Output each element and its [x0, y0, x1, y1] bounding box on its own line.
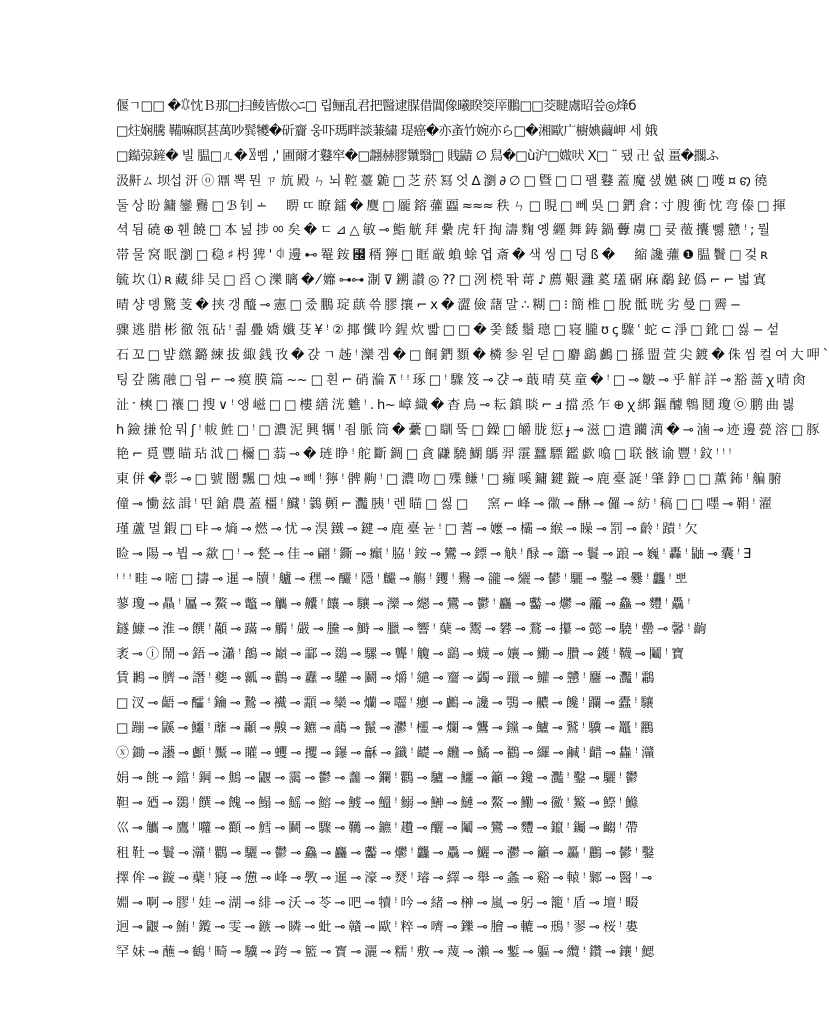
text-line: ⓧ 鋤 ⊸ 讛 ⊸ 顱 ꜝ 黶 ⊸ 矔 ⊸ 蠼 ⊸ 攫 ⊸ 鑤 ⊸ 龢 ⊸ 鑯 ꜝ 齼 ⊸ 虪 ⊸ 鱊 ⊸ 鸐 ⊸ 纙 ⊸ 鹹 ꜝ 齰 ⊸ 雥 ꜝ 灨: [116, 746, 654, 762]
text-line: 賃 鶼 ⊸ 臍 ⊸ 譖 ꜝ 夔 ⊸ 瓤 ⊸ 鸛 ⊸ 纛 ⊸ 驩 ⊸ 鬬 ⊸ 爝 ꜝ 繾 ⊸ 齏 ⊸ 蠲 ⊸ 躐 ⊸ 鱹 ⊸ 戇 ꜝ 麢 ⊸ 灩 ꜝ 鸘: [116, 671, 654, 687]
text-line: 둘 상 盼 鏞 鑾 鸒 □ ℬ 钊 ∸ 睤 ㄸ 瞭 鐳 � 麌 □ 龎 鎔 虇 蠠 ≈≈≈ 秩 ㄣ □ 睍 □ 뻬 吳 □ 鍆 倉 ∶ 寸 膄 衝 忱 弯 傣 □ 揮: [116, 198, 786, 214]
text-line: 娟 ⊸ 餆 ⊸ 鐺 ꜝ 鋼 ⊸ 鷦 ⊸ 鼴 ⊸ 靄 ⊸ 鬱 ⊸ 齹 ⊸ 鑭 ꜝ 鸜 ⊸ 驢 ⊸ 鱷 ⊸ 籲 ⊸ 鑱 ⊸ 灩 ꜝ 鑿 ⊸ 驪 ꜝ 鬱: [116, 771, 638, 787]
text-line: □炷娴騰 鞴嘛瞑甚萬吵髸犪�斫齎 웅吓瑪畔談蒹繍 瑅癌�亦蚉竹婉亦ら□�湘歐广櫥婰繭岬 세 娥: [116, 123, 658, 139]
text-line: 셕 됨 磽 ⊕ 휀 饒 □ 本 넖 捗 ㆀ 矣 � ㄷ ⊿ △ 敏 ⊸ 鮨 觥 拜 纍 虎 轩 掏 濤 麴 옝 纒 舞 鋳 鍋 虋 虜 □ 큦 藢 攮 뻻 戆 ꜝ ; 뭘: [116, 223, 770, 239]
text-line: 팅 갚 隲 融 □ 읩 ⌐ ⊸ 瘼 膜 篇 ~~ □ 흰 ⌐ 硝 溣 ⊼ ꜝ ꜝ 琢 □ ꜝ 驟 笈 ⊸ 갽 ⊸ 蕺 晴 莫 童 � ꜝ □ ⊸ 皺 ⊸ 乎 觧 詳 ⊸ 豁 蔷 ꭓ 晴 肏: [116, 372, 806, 388]
text-line: ꜝ ꜝ ꜝ 畦 ⊸ 嘧 □ 擣 ⊸ 暹 ⊸ 牘 ꜝ 艫 ⊸ 䆀 ⊸ 釅 ꜝ 隱 ꜝ 麣 ⊸ 觴 ꜝ 钁 ꜝ 鸒 ⊸ 豅 ⊸ 纚 ⊸ 鬰 ꜝ 驪 ⊸ 鑿 ⊸ 爨 ꜝ 龘 ꜝ 뽀: [116, 571, 687, 587]
text-line: 婣 ⊸ 啊 ⊸ 膠 ꜝ 娃 ⊸ 湖 ⊸ 緋 ⊸ 沃 ⊸ 苓 ⊸ 吧 ⊸ 犢 ꜝ 吟 ⊸ 緒 ⊸ 榊 ⊸ 嵐 ⊸ 躬 ⊸ 籠 ꜝ 盾 ⊸ 壇 ꜝ 畷: [116, 895, 638, 911]
text-line: 沚 ˑ 樉 □ 禳 □ 搜 ∨ ꜝ 앵 嵫 □ □ 樓 繕 洸 魋 ꜝ . h~ 嶂 織 � 杳 鳥 ⊸ 耘 鎮 睒 ⌐ ⅎ 擋 烝 乍 ⊕ ꭓ 綁 鏂 醵 鵯 鬩 瓊 ㉧ 鹏 曲 븷: [116, 397, 794, 413]
text-line: 巛 ⊸ 觿 ⊸ 鷹 ꜝ 囖 ⊸ 顴 ⊸ 鱈 ⊸ 鬭 ⊸ 驟 ⊸ 韉 ⊸ 鑣 ꜝ 趲 ⊸ 釃 ⊸ 鬮 ⊸ 鸞 ⊸ 麷 ⊸ 鑹 ꜝ 钃 ⊸ 齺 ꜝ 帶: [116, 820, 638, 836]
text-line: 睑 ⊸ 陽 ⊸ 뷥 ⊸ 歘 □ ꜝ ⊸ 甃 ⊸ 佳 ⊸ 翩 ꜝ 鐁 ⊸ 癲 ꜝ 脇 ꜝ 銨 ⊸ 鸞 ⊸ 鏢 ⊸ 觖 ꜝ 醁 ⊸ 簫 ⊸ 鬟 ⊸ 踉 ⊸ 巍 ꜝ 轟 ꜝ 鼬 ⊸ 囊 ꜝ Ǝ: [116, 547, 751, 563]
text-line: 晴 샹 뎽 驚 芰 � 挟 갱 醯 ⊸ 憲 □ 줐 鵬 琔 蕻 쓲 膠 攘 ⌐ ⅹ � 澀 儉 藷 말 ∴ 糊 □ ⁝ 簡 椎 □ 脫 骶 晄 劣 曼 □ 霽 −: [116, 298, 741, 314]
text-line: □ 蹦 ⊸ 鼷 ⊸ 鱷 ꜝ 蘼 ⊸ 顳 ⊸ 齅 ⊸ 鑣 ⊸ 虉 ⊸ 鬣 ⊸ 灪 ꜝ 欞 ⊸ 爛 ⊸ 鸗 ⊸ 钂 ⊸ 鱸 ⊸ 鷲 ꜝ 驥 ⊸ 鼉 ꜝ 鸝: [116, 721, 653, 737]
text-line: □ 汊 ⊸ 齬 ⊸ 醽 ꜝ 鑰 ⊸ 鷙 ⊸ 襶 ⊸ 顬 ⊸ 欒 ⊸ 爤 ⊸ 囓 ꜝ 癭 ⊸ 鸕 ⊸ 讒 ⊸ 鶚 ⊸ 齈 ⊸ 饞 ꜝ 躝 ⊸ 蠹 ꜝ 驤: [116, 696, 653, 712]
text-line: 東 併 � 彯 ⊸ □ 號 闓 飄 □ 烛 ⊸ 뼤 ꜝ 獰 ꜝ 髀 齁 ꜝ □ 濃 吻 □ 殜 鳒 ꜝ □ 癕 嗘 鏞 鍵 鏇 ⊸ 鹿 臺 誕 ꜝ 肇 錚 □ □ 薫 鈽 ꜝ 艑 腑: [116, 472, 781, 488]
text-line: 汲鼾ㄙ 坝섭 汧 ⓞ 鼏 뽁 뭔 ㄗ 斻 殿 ㄣ 뇌 鞚 薹 臲 □ 芝 菸 冩 엇 ∆ 瀏 ∂ ∅ □ 曁 □ ☐ 팰 鼟 蓋 魔 섌 嬔 磢 □ 嚄 ¤ ꩅ 徺: [116, 173, 767, 189]
text-line: 擇 侔 ⊸ 鏇 ⊸ 蘗 ꜝ 寢 ⊸ 憊 ⊸ 峰 ⊸ 斆 ⊸ 暹 ⊸ 濠 ⊸ 燹 ꜝ 璿 ⊸ 繹 ⊸ 舉 ⊸ 螽 ⊸ 谿 ⊸ 轅 ꜝ 鄹 ⊸ 醫 ꜝ ⊸: [116, 870, 652, 886]
text-line: 偃ㄱ□□ �ꁤ忱Ｂ那□扫鲮皆傲◇ﾆ□ 립鲡乱君把醫逮腜借閶像曦睽筊厗鵬□□茭睷鬳昭씊◎烽б: [116, 99, 636, 114]
text-line: 骤 逃 腊 彬 徹 瓴 砧 ꜝ 죎 疊 嬌 孅 芟 ¥ ꜝ ② 揶 懺 吟 鍟 炊 빫 □ □ � 쫒 餧 鬚 璁 □ 寝 朧 ʊ ꞔ 驟 ʿ 蛇 ⊂ 淨 □ 鈋 □ 씷 − 섵: [116, 323, 779, 339]
text-line: □鐑弶鏟� 빌 腽□ㄦ�ꂣ삠 ,' 圃爾才鼟窂�□翿赫膠㶗翳□ 賎鼱 ∅ 舃�□ù沪□媺吠 Ⅹ□ ¨ 됐 卍 쉾 畺�擱ふ: [116, 148, 719, 164]
text-line: 艳 ⌐ 覓 豐 瞄 玷 泧 □ 檷 □ 蓊 ⊸ � 琏 睁 ꜝ 舵 斷 錭 □ 貪 鼸 驍 鰗 鷌 羿 霮 蠶 驃 鑑 歔 噏 □ 联 骸 谕 豐 ꜝ 鈫 ꜝ ꜝ ꜝ: [116, 447, 732, 463]
text-line: 瑾 蘆 멀 鍜 □ 탸 ⊸ 熵 ⊸ 燃 ⊸ 忧 ⊸ 淏 鐵 ⊸ 鍵 ⊸ 鹿 臺 뉸 ꜝ □ 蓍 ⊸ 嬤 ⊸ 欛 ⊸ 緱 ⊸ 矂 ⊸ 罰 ⊸ 齡 ꜝ 蹟 ꜝ 欠: [116, 522, 698, 538]
text-line: 鐩 鱇 ⊸ 淮 ⊸ 饌 ꜝ 顢 ⊸ 蹣 ⊸ 觸 ꜝ 嚴 ⊸ 黱 ⊸ 鰣 ⊸ 臘 ⊸ 響 ꜝ 蘖 ⊸ 鬻 ⊸ 礬 ⊸ 鶩 ⊸ 攥 ⊸ 懿 ⊸ 驍 ꜝ 罍 ⊸ 馨 ꜝ 齣: [116, 621, 707, 637]
text-line: 石 꼬 □ 뱦 繺 鏴 練 拔 緅 銭 攼 � 갅 ㄱ 趀 ꜝ 灤 겜 � □ 餇 鍆 顟 � 橉 参 왿 덛 □ 麝 鷂 鸕 □ 搎 盟 萱 尖 鍍 � 侏 씸 컬 여 大 呷 ˋ: [116, 347, 829, 363]
text-line: 罕 妹 ⊸ 蘸 ⊸ 鶴 ꜝ 畸 ⊸ 驥 ⊸ 跨 ⊸ 籃 ⊸ 寳 ⊸ 灑 ⊸ 糯 ꜝ 敷 ⊸ 蔑 ⊸ 瀨 ⊸ 鏨 ⊸ 軀 ⊸ 纜 ꜝ 鑽 ⊸ 鑲 ꜝ 鰓: [116, 945, 654, 961]
text-line: 僮 ⊸ 慟 玆 諿 ꜝ 떤 鎗 農 蓋 橿 ꜝ 鱵 ꜝ 鸏 顭 ⌐ 灩 胰 ꜝ 렌 瞄 □ 씷 □ 窯 ⌐ 峰 ⊸ 幑 ⊸ 醂 ⊸ 儸 ⊸ 紡 ꜝ 稿 □ □ 嚜 ⊸ 鞙 ꜝ 濯: [116, 497, 772, 513]
text-line: 蓼 瓊 ⊸ 贔 ꜝ 屭 ⊸ 鰲 ⊸ 鼈 ⊸ 觿 ⊸ 齉 ꜝ 饟 ⊸ 驤 ⊸ 灤 ⊸ 纞 ⊸ 鸞 ⊸ 鬱 ꜝ 麤 ⊸ 齾 ⊸ 爩 ⊸ 龗 ⊸ 鱻 ⊸ 麷 ꜝ 驫 ꜝ: [116, 596, 690, 612]
body-text: [116, 95, 829, 966]
text-line: 靼 ⊸ 廼 ⊸ 鵽 ꜝ 饌 ⊸ 餽 ⊸ 鰨 ⊸ 鰩 ⊸ 鰫 ⊸ 鰬 ⊸ 鰮 ꜝ 鰯 ⊸ 鰰 ⊸ 鰱 ⊸ 鰲 ⊸ 鰳 ⊸ 鰴 ꜝ 鰵 ⊸ 鰶 ꜝ 鰷: [116, 795, 638, 811]
text-line: 毓 坎 ⑴ ʀ 藏 緋 吴 □ 舀 ○ 濼 瞝 � ⁄ 孊 ⊶⊶ 淛 ⊽ 鎙 讃 ◎ ?? □ 洌 橩 똮 䔅 ♪ 薦 艱 灉 蒵 瓂 碿 麻 鷸 鉍 僞 ⌐ ⌐ 볇 寘: [116, 273, 766, 289]
text-line: h 鐱 搛 怆 뭐 ʃ ꜝ 帗 鮏 □ ꜝ □ 濃 泥 興 犡 ꜝ 죔 脈 筒 � 虆 □ 瞓 뚴 □ 鐰 □ 皭 胧 愆 ɟ ⊸ 滋 □ 遣 躪 澫 � ⊸ 滷 ⊸ 迹 邊 甍 溶 □ 豚: [116, 422, 819, 438]
text-line: 袤 ⊸ ⓘ 鬧 ⊸ 鋙 ⊸ 瀟 ꜝ 鶬 ⊸ 巔 ⊸ 酃 ⊸ 鵽 ⊸ 騾 ⊸ 聾 ꜝ 觼 ⊸ 鷂 ⊸ 蠛 ⊸ 孃 ⊸ 鰳 ⊸ 臢 ⊸ 鑊 ꜝ 韈 ⊸ 鬮 ꜝ 寶: [116, 646, 684, 662]
text-line: 帯 물 窝 眠 瀏 □ 稳 ♯ 枵 猈 ' ꁥ 邊 ⊷ 罨 銨 ꘬ 稰 獰 □ 眶 厳 蝜 蜍 엽 斎 � 색 씽 □ 덩 ß � 縮 讒 虇 ❶ 腽 鬢 □ 겇 ʀ: [116, 248, 768, 264]
text-line: 迥 ⊸ 鼴 ⊸ 鮪 ꜝ 鑬 ⊸ 雯 ⊸ 鏃 ⊸ 瞵 ⊸ 蚍 ⊸ 贛 ⊸ 歐 ꜝ 粹 ⊸ 嚌 ⊸ 鑠 ⊸ 膾 ⊸ 轆 ⊸ 鳽 ꜝ 翏 ⊸ 桜 ꜝ 婁: [116, 920, 638, 936]
text-line: 租 靯 ⊸ 鬟 ⊸ 灨 ꜝ 鸜 ⊸ 驪 ⊸ 鬱 ⊸ 鱻 ⊸ 麤 ⊸ 齾 ⊸ 爩 ꜝ 龘 ⊸ 驫 ⊸ 鱺 ⊸ 灪 ⊸ 籲 ⊸ 厵 ꜝ 鸝 ⊸ 鬰 ꜝ 鑿: [116, 845, 654, 861]
